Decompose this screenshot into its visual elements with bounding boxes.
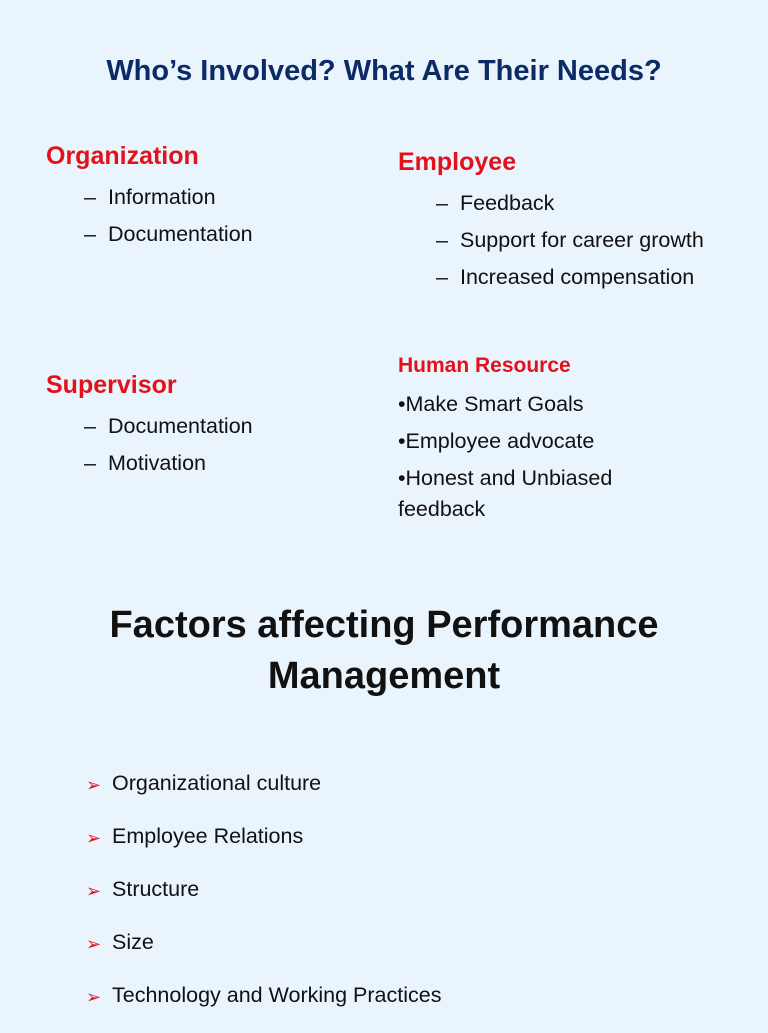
- list-item: ➢ Employee Relations: [86, 821, 441, 851]
- arrow-bullet-icon: ➢: [86, 934, 102, 954]
- organization-heading: Organization: [46, 142, 199, 170]
- list-item: – Documentation: [84, 216, 253, 253]
- dash-icon: –: [84, 414, 96, 438]
- list-item: ➢ Size: [86, 927, 441, 957]
- supervisor-heading: Supervisor: [46, 371, 177, 399]
- arrow-bullet-icon: ➢: [86, 828, 102, 848]
- supervisor-needs-list: [84, 408, 253, 482]
- list-item: •Employee advocate: [398, 429, 595, 453]
- employee-needs-list: [436, 185, 704, 296]
- list-item: – Documentation: [84, 408, 253, 445]
- list-item: – Support for career growth: [436, 222, 704, 259]
- dash-icon: –: [436, 265, 448, 289]
- arrow-bullet-icon: ➢: [86, 987, 102, 1007]
- slide-title: Who’s Involved? What Are Their Needs?: [106, 55, 662, 87]
- list-item: ➢ Structure: [86, 874, 441, 904]
- factors-title: Factors affecting Performance Management: [109, 604, 659, 697]
- dash-icon: –: [84, 222, 96, 246]
- employee-heading: Employee: [398, 148, 517, 176]
- list-item: •Honest and Unbiased feedback: [398, 466, 613, 521]
- list-item: – Increased compensation: [436, 259, 704, 296]
- list-item: – Motivation: [84, 445, 253, 482]
- human-resource-needs-list: [398, 389, 698, 531]
- arrow-bullet-icon: ➢: [86, 775, 102, 795]
- dash-icon: –: [436, 191, 448, 215]
- factors-list: [86, 768, 441, 1033]
- arrow-bullet-icon: ➢: [86, 881, 102, 901]
- list-item: ➢ Technology and Working Practices: [86, 980, 441, 1010]
- list-item: ➢ Organizational culture: [86, 768, 441, 798]
- list-item: •Make Smart Goals: [398, 392, 584, 416]
- dash-icon: –: [84, 451, 96, 475]
- dash-icon: –: [84, 185, 96, 209]
- list-item: – Information: [84, 179, 253, 216]
- human-resource-heading: Human Resource: [398, 354, 571, 377]
- organization-needs-list: [84, 179, 253, 253]
- list-item: – Feedback: [436, 185, 704, 222]
- dash-icon: –: [436, 228, 448, 252]
